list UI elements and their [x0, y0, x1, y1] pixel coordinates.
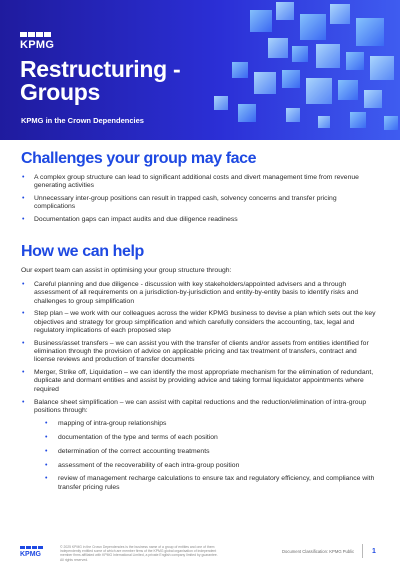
- logo-text: KPMG: [20, 39, 55, 51]
- sub-item: • assessment of the recoverability of each intra-group position: [34, 462, 377, 470]
- page-subtitle: KPMG in the Crown Dependencies: [21, 116, 144, 125]
- sub-list: [34, 420, 377, 492]
- footer-legal: © 2025 KPMG in the Crown Dependencies is the business name of a group of entities and one of them independently entitled some of which are member firms of the KPMG global organisation of independent member firms affiliated with KPMG International Limited, a private English company limited by guarantee. All rights reserved.: [60, 545, 218, 562]
- help-item: [21, 399, 377, 492]
- footer-divider: [362, 544, 363, 558]
- page-title: [20, 58, 180, 104]
- help-heading: How we can help: [21, 243, 144, 260]
- help-item: • Merger, Strike off, Liquidation – we can identify the most appropriate mechanism for the elimination of redundant, duplicate and dormant entities and assist by providing advice and taking formal liquidator appointments where required: [21, 369, 377, 394]
- help-item: • Step plan – we work with our colleagues across the wider KPMG business to devise a plan which sets out the key objectives and strategy for group simplification and which carefully considers the accounting, tax, legal and regulatory implications of each proposed step: [21, 310, 377, 335]
- footer-logo-text: KPMG: [20, 551, 41, 558]
- challenges-heading: Challenges your group may face: [21, 150, 257, 167]
- hero-banner: [0, 0, 400, 140]
- sub-item: • mapping of intra-group relationships: [34, 420, 377, 428]
- document-classification: Document Classification: KPMG Public: [282, 549, 355, 554]
- sub-item: • documentation of the type and terms of each position: [34, 434, 377, 442]
- logo-mark-icon: [20, 32, 54, 37]
- footer-logo-mark-icon: [20, 546, 43, 549]
- sub-item: • review of management recharge calculations to ensure tax and regulatory efficiency, and compliance with transfer pricing rules: [34, 475, 377, 492]
- help-item: • Business/asset transfers – we can assist you with the transfer of clients and/or assets from entities identified for elimination through the provision of advice on applicable pricing and tax treatment of transfers, contract and license reviews and production of transfer documents: [21, 340, 377, 365]
- challenge-item: • Documentation gaps can impact audits and due diligence readiness: [21, 216, 377, 224]
- page-number: 1: [372, 548, 376, 555]
- footer-kpmg-logo: [20, 546, 43, 558]
- help-list: [21, 281, 377, 497]
- help-item-text: Balance sheet simplification – we can assist with capital reductions and the reduction/elimination of intra-group positions through:: [34, 398, 367, 414]
- challenge-item: • A complex group structure can lead to significant additional costs and divert management time from revenue generating activities: [21, 174, 377, 191]
- challenge-item: • Unnecessary inter-group positions can result in trapped cash, solvency concerns and transfer pricing complications: [21, 195, 377, 212]
- kpmg-logo: [20, 32, 54, 51]
- sub-item: • determination of the correct accounting treatments: [34, 448, 377, 456]
- title-line-1: Restructuring -: [20, 56, 181, 82]
- help-intro: Our expert team can assist in optimising your group structure through:: [21, 267, 232, 274]
- help-item: • Careful planning and due diligence - discussion with key stakeholders/appointed advisers and a through assessment of all requirements on a jurisdiction-by-jurisdiction and entity-by-entity basis to identify risks and challenges to group simplification: [21, 281, 377, 306]
- title-line-2: Groups: [20, 79, 100, 105]
- challenges-list: [21, 174, 377, 229]
